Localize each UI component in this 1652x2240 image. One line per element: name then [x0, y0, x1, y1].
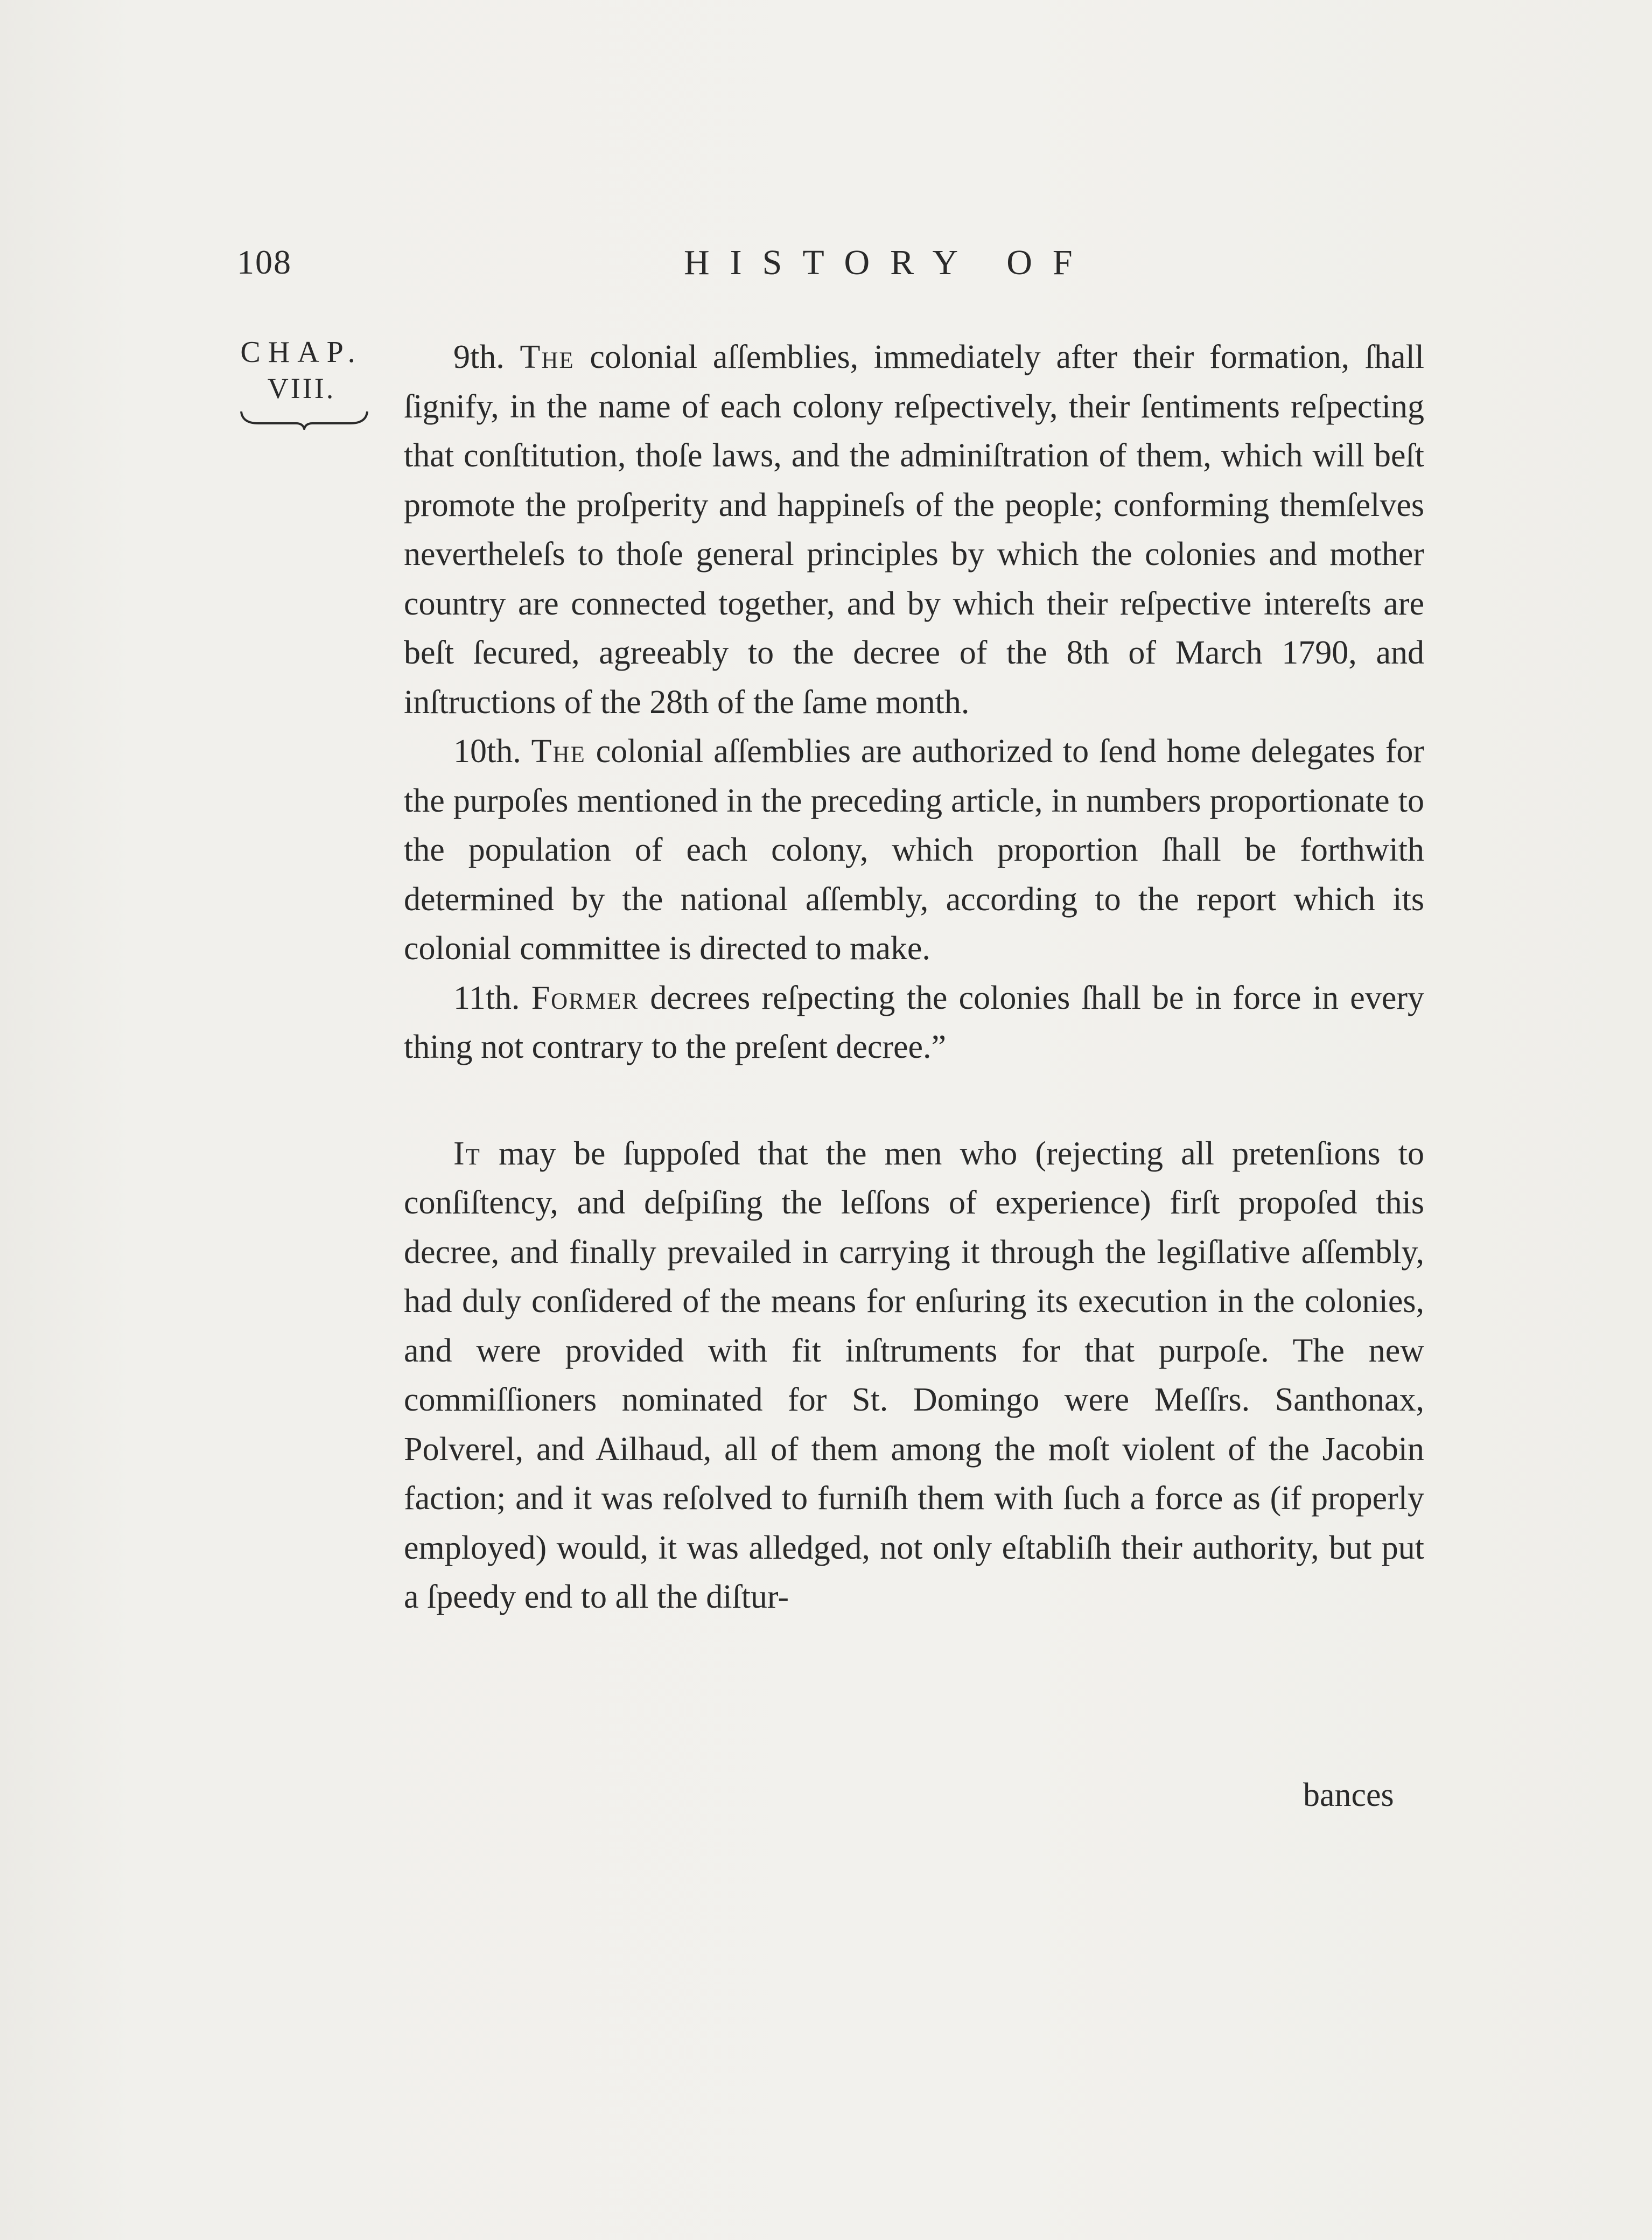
paragraph-article-11 — [404, 974, 1424, 1072]
paragraph-text: colonial aſſemblies are authorized to ſend home delegates for the purpoſes mentioned in the preceding article, in numbers proportionate to the population of each colony, which proportion ſhall be forthwith determined by the national aſſembly, according to the report which its colonial committee is directed to make. — [404, 733, 1425, 967]
lead-word: It — [453, 1135, 481, 1172]
paragraph-article-9 — [404, 333, 1424, 727]
article-number: 10th. — [453, 733, 521, 770]
brace-ornament-icon — [237, 408, 372, 430]
paragraph-gap — [404, 1072, 1424, 1129]
chapter-number: VIII. — [267, 372, 336, 404]
chapter-margin-note — [237, 333, 366, 430]
lead-word: The — [520, 339, 575, 375]
article-number: 11th. — [453, 979, 520, 1016]
article-number: 9th. — [453, 339, 505, 375]
body-text — [404, 333, 1424, 1622]
lead-word: Former — [531, 979, 639, 1016]
paragraph-text: may be ſuppoſed that the men who (rejecting all pretenſions to conſiſtency, and deſpiſing the leſſons of experience) firſt propoſed this decree, and finally prevailed in carrying it through the legiſlative aſſembly, had duly conſidered of the means for enſuring its execution in the colonies, and were provided with fit inſtruments for that purpoſe. The new commiſſioners nominated for St. Domingo were Meſſrs. Santhonax, Polverel, and Ailhaud, all of them among the moſt violent of the Jacobin faction; and it was reſolved to furniſh them with ſuch a force as (if properly employed) would, it was alledged, not only eſtabliſh their authority, but put a ſpeedy end to all the diſtur- — [404, 1135, 1425, 1615]
running-head — [237, 242, 1448, 296]
paragraph-article-10 — [404, 727, 1424, 974]
catchword: bances — [1303, 1777, 1394, 1813]
paragraph-commentary — [404, 1129, 1424, 1622]
lead-word: The — [531, 733, 586, 770]
page-number: 108 — [237, 243, 292, 281]
chapter-label: CHAP. — [240, 336, 363, 369]
paragraph-text: decrees reſpecting the colonies ſhall be in force in every thing not contrary to the preſent decree.” — [404, 979, 1424, 1065]
running-title: HISTORY OF — [684, 243, 1093, 282]
paragraph-text: colonial aſſemblies, immediately after their formation, ſhall ſignify, in the name of each colony reſpectively, their ſentiments reſpecting that conſtitution, thoſe laws, and the adminiſtration of them, which will beſt promote the proſperity and happineſs of the people; conforming themſelves nevertheleſs to thoſe general principles by which the colonies and mother country are connected together, and by which their reſpective intereſts are beſt ſecured, agreeably to the decree of the 8th of March 1790, and inſtructions of the 28th of the ſame month. — [404, 339, 1425, 721]
